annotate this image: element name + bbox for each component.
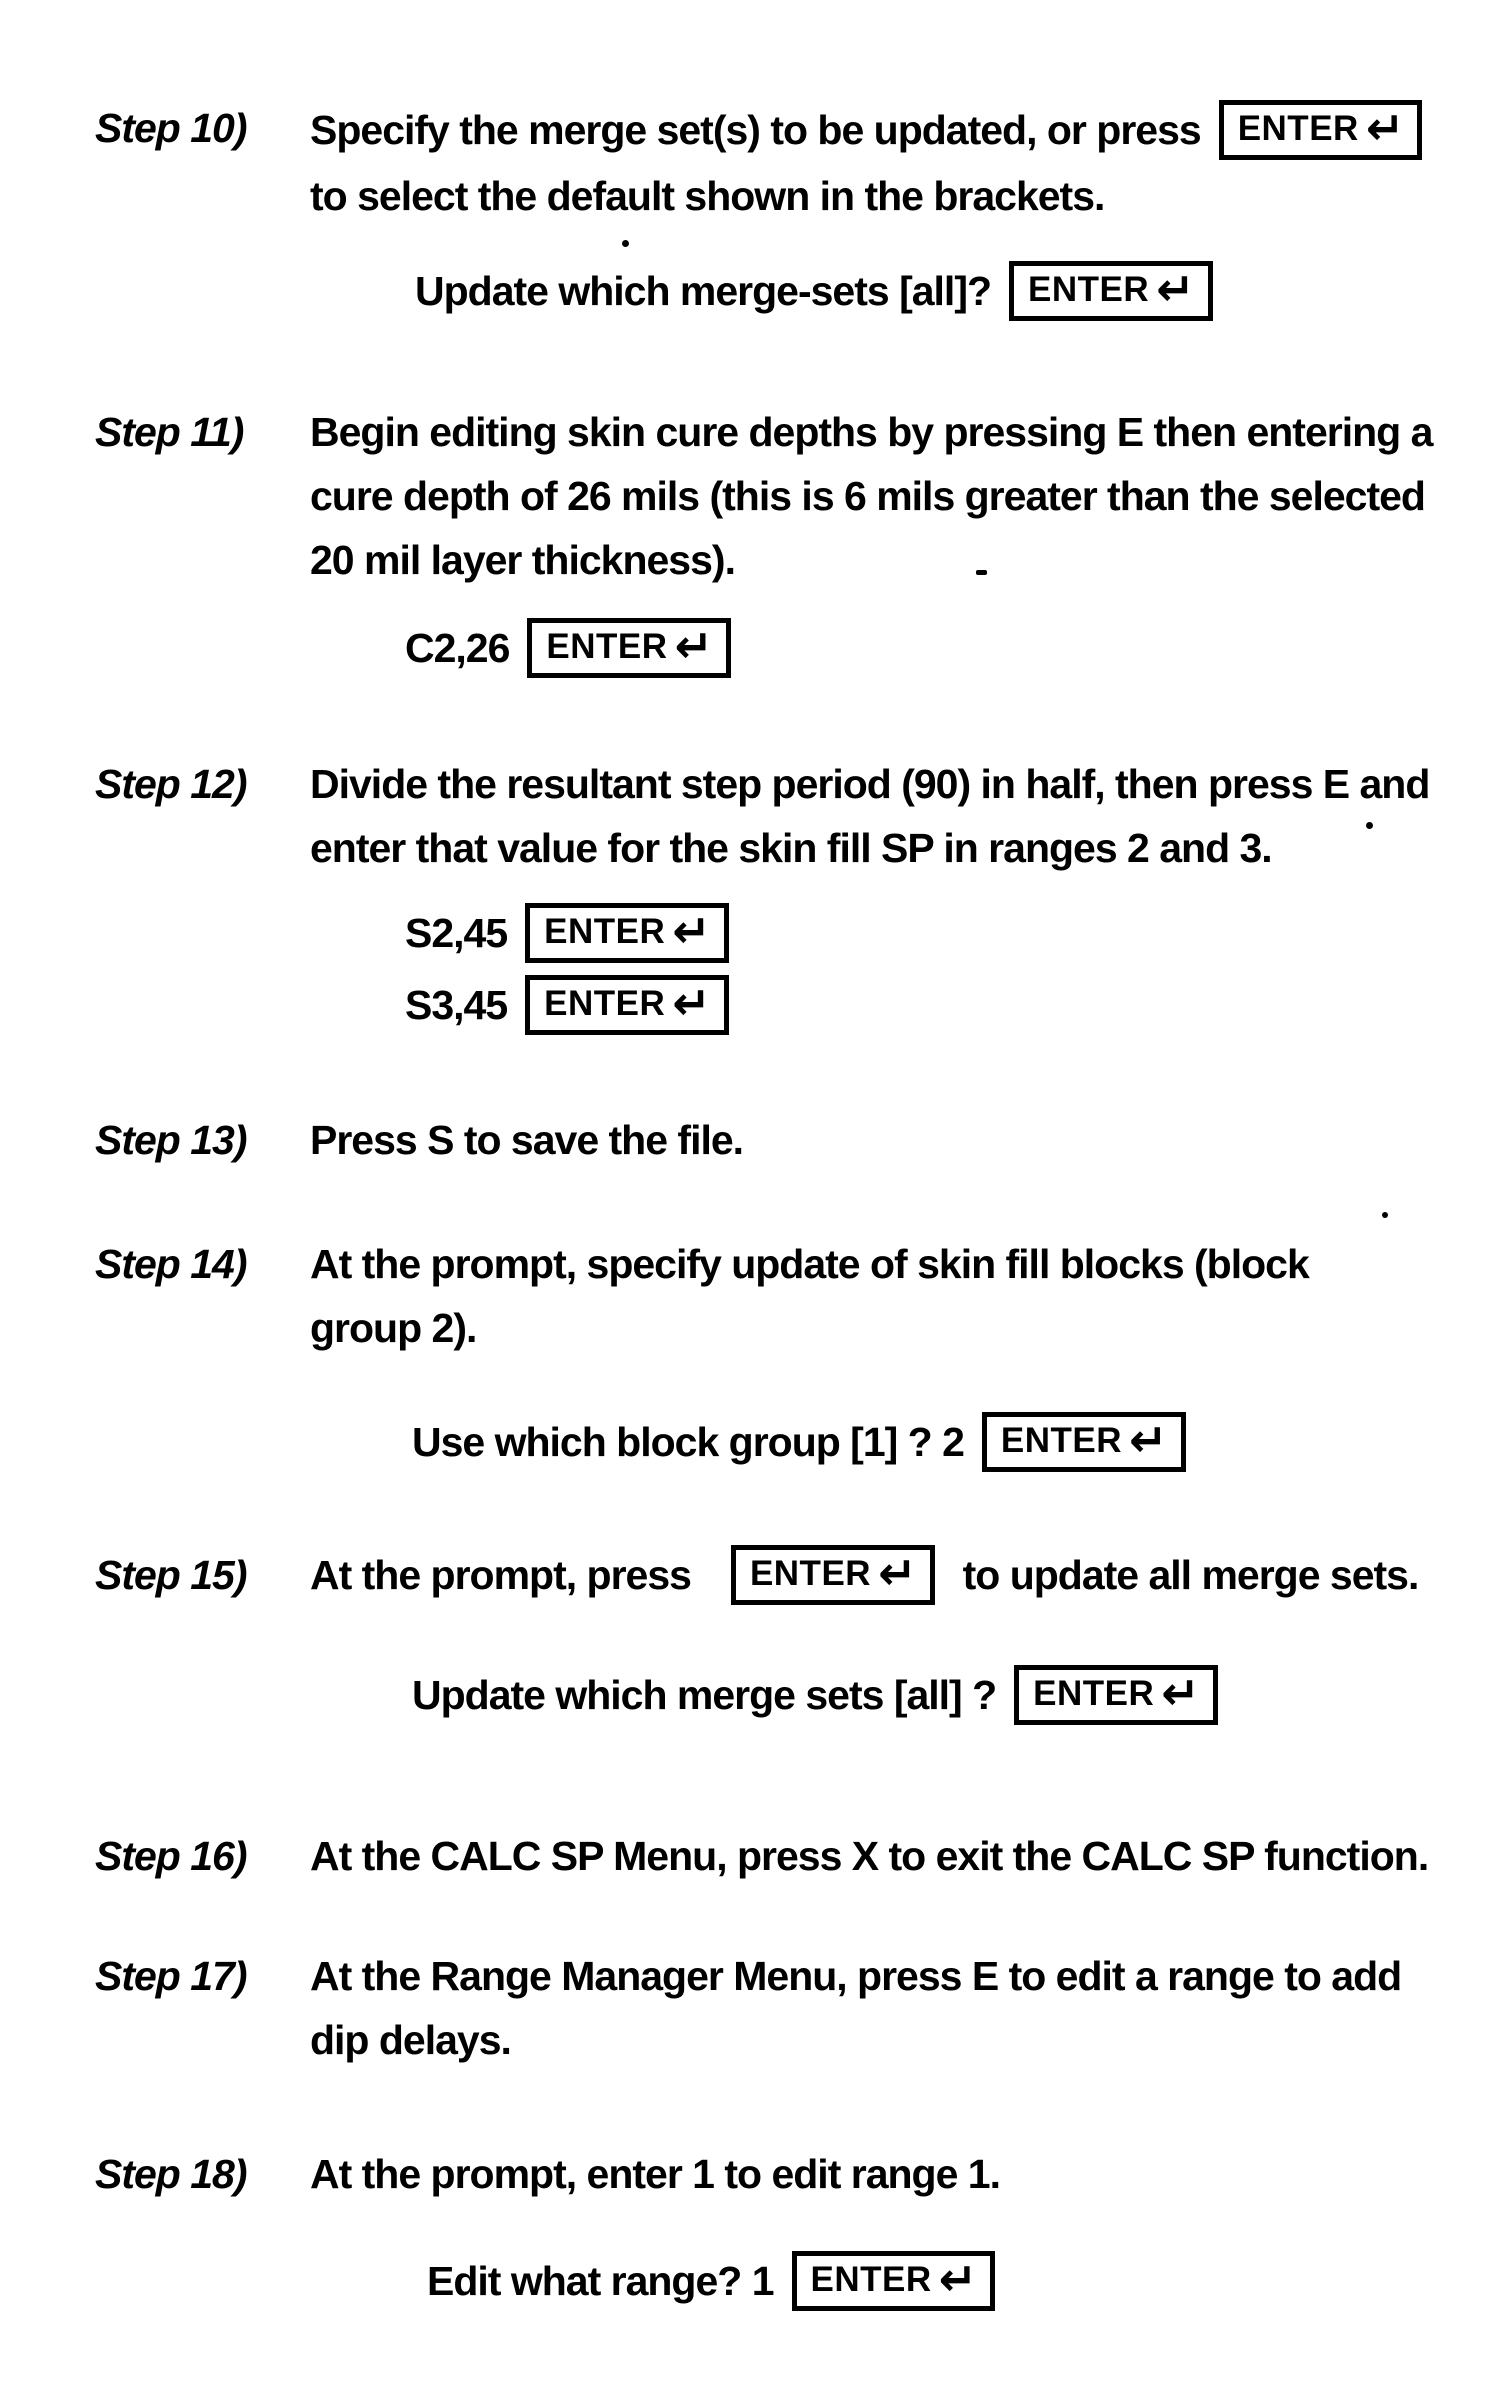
step-10-line-2	[310, 164, 1422, 228]
step-17-line-1	[310, 1944, 1401, 2008]
prompt-update-merge-sets-1	[415, 256, 1213, 326]
step-17-line-2	[310, 2008, 1401, 2072]
step-10-line-1	[310, 96, 1422, 164]
step-12-body	[310, 752, 1429, 880]
return-arrow-icon: ↵	[1129, 1413, 1167, 1468]
step-18-label: Step 18)	[95, 2150, 247, 2197]
enter-key	[1014, 1665, 1218, 1725]
prompt-text: Use which block group [1] ? 2	[412, 1418, 964, 1465]
step-11-text-1: Begin editing skin cure depths by pressing E then entering a	[310, 408, 1433, 455]
step-14-label: Step 14)	[95, 1240, 247, 1287]
step-17-text-2: dip delays.	[310, 2016, 511, 2063]
step-11-text-3: 20 mil layer thickness).	[310, 536, 735, 583]
step-12-line-2	[310, 816, 1429, 880]
scan-artifact-dot	[1366, 822, 1373, 829]
prompt-text: Edit what range? 1	[427, 2257, 774, 2304]
enter-key-label: ENTER	[1000, 1421, 1123, 1460]
step-18-body	[310, 2142, 1000, 2206]
command-s3-45	[405, 970, 729, 1040]
step-14-text-1: At the prompt, specify update of skin fill blocks (block	[310, 1240, 1309, 1287]
prompt-text: Update which merge-sets [all]?	[415, 267, 992, 314]
return-arrow-icon: ↵	[672, 904, 710, 959]
scan-artifact-dot	[1382, 1212, 1388, 1218]
step-11-body	[310, 400, 1432, 592]
command-input: S3,45	[405, 981, 508, 1028]
enter-key-label: ENTER	[544, 984, 666, 1023]
step-12-line-1	[310, 752, 1429, 816]
step-10-body	[310, 96, 1422, 228]
return-arrow-icon: ↵	[1365, 101, 1404, 156]
enter-key-label: ENTER	[1033, 1674, 1155, 1713]
step-11-line-1	[310, 400, 1432, 464]
enter-key	[525, 975, 729, 1035]
step-14-text-2: group 2).	[310, 1304, 477, 1351]
enter-key	[527, 618, 731, 678]
command-c2-26	[405, 612, 731, 684]
step-15-label: Step 15)	[95, 1551, 247, 1598]
scan-artifact-dot	[622, 240, 629, 247]
enter-key-label: ENTER	[546, 627, 668, 666]
enter-key	[731, 1545, 935, 1605]
return-arrow-icon: ↵	[1161, 1666, 1199, 1721]
step-15-text-before: At the prompt, press	[310, 1551, 691, 1598]
enter-key	[525, 903, 729, 963]
enter-key	[792, 2251, 996, 2311]
enter-key	[982, 1412, 1186, 1472]
step-11-line-2	[310, 464, 1432, 528]
return-arrow-icon: ↵	[674, 619, 713, 674]
scan-artifact-dash	[976, 570, 987, 575]
step-13-label: Step 13)	[95, 1116, 247, 1163]
step-14-line-1	[310, 1232, 1309, 1296]
step-12-text-1: Divide the resultant step period (90) in half, then press E and	[310, 760, 1430, 807]
step-10-text-1: Specify the merge set(s) to be updated, or press	[310, 106, 1201, 153]
step-17-text-1: At the Range Manager Menu, press E to edit a range to add	[310, 1952, 1402, 1999]
step-14-line-2	[310, 1296, 1309, 1360]
step-15-body	[310, 1540, 1418, 1610]
enter-key-label: ENTER	[1237, 109, 1359, 148]
enter-key-label: ENTER	[749, 1554, 872, 1593]
step-15-text-after: to update all merge sets.	[962, 1551, 1419, 1598]
step-12-text-2: enter that value for the skin fill SP in ranges 2 and 3.	[310, 824, 1272, 871]
command-input: C2,26	[405, 624, 510, 671]
step-11-line-3	[310, 528, 1432, 592]
step-11-text-2: cure depth of 26 mils (this is 6 mils greater than the selected	[310, 472, 1425, 519]
step-13-body	[310, 1108, 743, 1172]
prompt-text: Update which merge sets [all] ?	[412, 1671, 997, 1718]
return-arrow-icon: ↵	[1156, 262, 1194, 317]
step-12-label: Step 12)	[95, 760, 247, 807]
step-10-text-2: to select the default shown in the brackets.	[310, 172, 1105, 219]
step-14-body	[310, 1232, 1309, 1360]
step-16-body	[310, 1824, 1428, 1888]
enter-key-label: ENTER	[810, 2260, 932, 2299]
enter-key	[1219, 100, 1423, 160]
command-input: S2,45	[405, 909, 508, 956]
step-16-line-1	[310, 1824, 1428, 1888]
enter-key-label: ENTER	[544, 912, 666, 951]
return-arrow-icon: ↵	[938, 2252, 977, 2307]
step-18-line-1	[310, 2142, 1000, 2206]
step-13-text: Press S to save the file.	[310, 1116, 744, 1163]
enter-key-label: ENTER	[1028, 270, 1150, 309]
prompt-update-merge-sets-2	[412, 1660, 1218, 1730]
return-arrow-icon: ↵	[878, 1546, 916, 1601]
step-11-label: Step 11)	[95, 408, 244, 455]
step-10-label: Step 10)	[95, 104, 247, 151]
prompt-edit-range	[427, 2246, 995, 2316]
prompt-block-group	[412, 1405, 1186, 1479]
step-13-line-1	[310, 1108, 743, 1172]
return-arrow-icon: ↵	[672, 976, 710, 1031]
command-s2-45	[405, 898, 729, 968]
step-16-text: At the CALC SP Menu, press X to exit the CALC SP function.	[310, 1832, 1429, 1879]
step-17-label: Step 17)	[95, 1952, 247, 1999]
step-16-label: Step 16)	[95, 1832, 247, 1879]
enter-key	[1009, 261, 1213, 321]
step-18-text: At the prompt, enter 1 to edit range 1.	[310, 2150, 1000, 2197]
step-17-body	[310, 1944, 1401, 2072]
